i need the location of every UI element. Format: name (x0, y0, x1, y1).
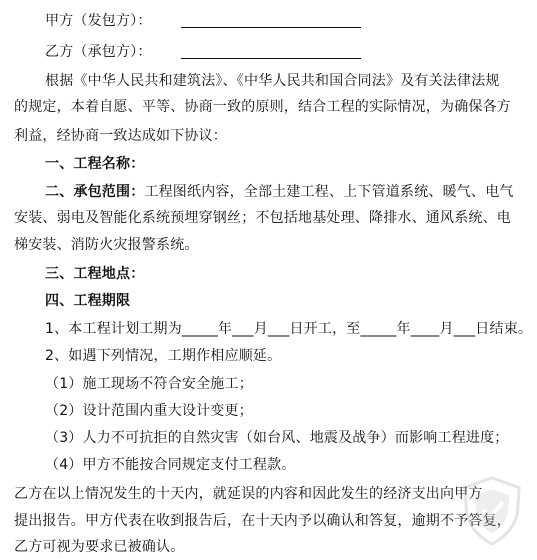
section2-line-3: 梯安装、消防火灾报警系统。 (14, 237, 199, 253)
party-b-blank (181, 44, 361, 59)
section2-row (45, 183, 514, 201)
preamble-line-2: 的规定，本着自愿、平等、协商一致的原则，结合工程的实际情况，为确保各方 (14, 99, 511, 115)
condition-1: （1）施工现场不符合安全施工； (45, 376, 253, 392)
section1-title: 一、工程名称： (45, 156, 145, 172)
closing-line-3: 乙方可视为要求已被确认。 (14, 539, 185, 555)
period-line-2: 2、如遇下列情况，工期作相应顺延。 (45, 348, 282, 364)
party-b-row (45, 43, 361, 61)
period-line-1: 1、本工程计划工期为_____年___月___日开工，至_____年____月___日结束。 (45, 321, 533, 337)
section4-title: 四、工程期限 (45, 293, 131, 309)
condition-3: （3）人力不可抗拒的自然灾害（如台风、地震及战争）而影响工程进度； (45, 430, 509, 446)
closing-line-2: 提出报告。甲方代表在收到报告后，在十天内予以确认和答复，逾期不予答复， (14, 513, 511, 529)
party-b-label: 乙方（承包方）： (45, 44, 152, 60)
party-a-row (45, 12, 361, 30)
closing-line-1: 乙方在以上情况发生的十天内，就延误的内容和因此发生的经济支出向甲方 (14, 486, 483, 502)
section2-line-2: 安装、弱电及智能化系统预埋穿钢丝；不包括地基处理、降排水、通风系统、电 (14, 210, 511, 226)
condition-4: （4）甲方不能按合同规定支付工程款。 (45, 457, 296, 473)
condition-2: （2）设计范围内重大设计变更； (45, 403, 253, 419)
preamble-line-1: 根据《中华人民共和建筑法》、《中华人民共和国合同法》及有关法律法规 (45, 73, 500, 89)
section3-title: 三、工程地点： (45, 266, 145, 282)
shield-logo-icon (453, 472, 531, 550)
section2-text-first: 工程图纸内容，全部土建工程、上下管道系统、暖气、电气 (144, 184, 514, 200)
preamble-line-3: 利益，经协商一致达成如下协议： (14, 128, 227, 144)
party-a-label: 甲方（发包方）： (45, 13, 152, 29)
section2-heading: 二、承包范围： (45, 184, 145, 200)
party-a-blank (181, 13, 361, 28)
